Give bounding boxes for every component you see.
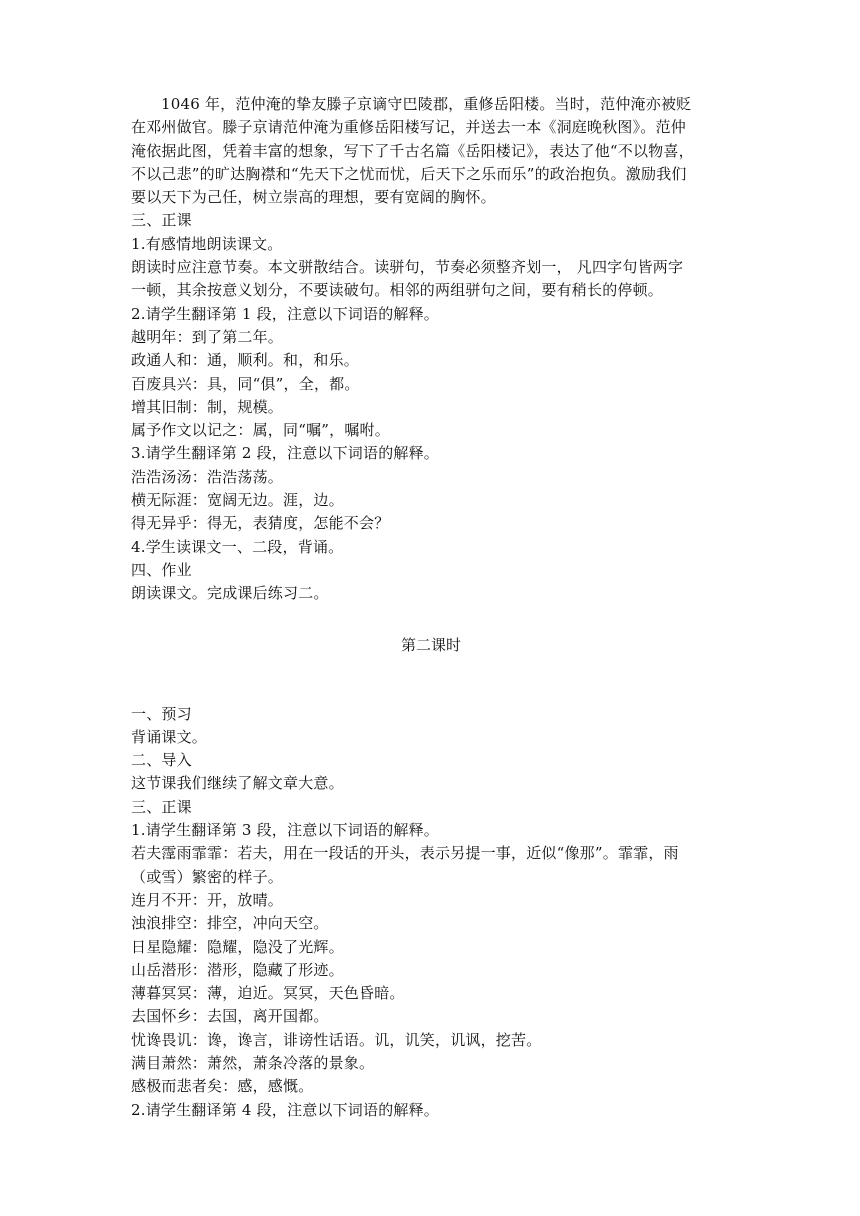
- vocab-line: 若夫霪雨霏霏：若夫，用在一段话的开头，表示另提一事，近似“像那”。霏霏，雨: [131, 844, 679, 863]
- vocab-line: 得无异乎：得无，表猜度，怎能不会？: [131, 514, 390, 533]
- lesson-title: 第二课时: [400, 635, 461, 654]
- paragraph-line: 一顿，其余按意义划分，不要读破句。相邻的两组骈句之间，要有稍长的停顿。: [131, 281, 664, 300]
- vocab-line: 山岳潜形：潜形，隐藏了形迹。: [131, 960, 344, 979]
- document-page: [131, 93, 731, 1122]
- paragraph-line: 朗读课文。完成课后练习二。: [131, 584, 329, 603]
- list-item: 1.请学生翻译第 3 段，注意以下词语的解释。: [131, 821, 439, 840]
- paragraph-line: 朗读时应注意节奏。本文骈散结合。读骈句，节奏必须整齐划一， 凡四字句皆两字: [131, 258, 684, 277]
- vocab-line: 日星隐耀：隐耀，隐没了光辉。: [131, 937, 344, 956]
- vocab-line: 增其旧制：制，规模。: [131, 397, 284, 416]
- vocab-line: 薄暮冥冥：薄，迫近。冥冥，天色昏暗。: [131, 984, 405, 1003]
- paragraph-line: 1046 年，范仲淹的挚友滕子京谪守巴陵郡，重修岳阳楼。当时，范仲淹亦被贬: [161, 95, 692, 113]
- paragraph-line: 要以天下为己任，树立崇高的理想，要有宽阔的胸怀。: [131, 188, 496, 207]
- list-item: 1.有感情地朗读课文。: [131, 234, 283, 253]
- paragraph-line: 淹依据此图，凭着丰富的想象，写下了千古名篇《岳阳楼记》，表达了他“不以物喜，: [131, 141, 694, 160]
- list-item: 2.请学生翻译第 1 段，注意以下词语的解释。: [131, 304, 439, 323]
- paragraph-line: 在邓州做官。滕子京请范仲淹为重修岳阳楼写记，并送去一本《洞庭晚秋图》。范仲: [131, 118, 686, 137]
- paragraph-line: 不以己悲”的旷达胸襟和“先天下之忧而忧，后天下之乐而乐”的政治抱负。激励我们: [131, 164, 687, 183]
- paragraph-line: 这节课我们继续了解文章大意。: [131, 774, 344, 793]
- list-item: 2.请学生翻译第 4 段，注意以下词语的解释。: [131, 1100, 439, 1119]
- vocab-line: （或雪）繁密的样子。: [131, 867, 284, 886]
- vocab-line: 忧谗畏讥：谗，谗言，诽谤性话语。讥，讥笑，讥讽，挖苦。: [131, 1030, 542, 1049]
- vocab-line: 政通人和：通，顺利。和，和乐。: [131, 351, 360, 370]
- section-heading: 三、正课: [131, 797, 192, 816]
- vocab-line: 感极而悲者矣：感，感慨。: [131, 1077, 314, 1096]
- list-item: 4.学生读课文一、二段，背诵。: [131, 537, 344, 556]
- section-1: [131, 93, 731, 606]
- vocab-line: 浩浩汤汤：浩浩荡荡。: [131, 467, 284, 486]
- vocab-line: 满目萧然：萧然，萧条冷落的景象。: [131, 1053, 375, 1072]
- vocab-line: 属予作文以记之：属，同“嘱”，嘱咐。: [131, 421, 390, 440]
- section-heading: 二、导入: [131, 751, 192, 770]
- vocab-line: 百废具兴：具，同“俱”，全，都。: [131, 374, 360, 393]
- section-heading: 三、正课: [131, 211, 192, 230]
- vocab-line: 横无际涯：宽阔无边。涯，边。: [131, 491, 344, 510]
- section-heading: 四、作业: [131, 560, 192, 579]
- vocab-line: 浊浪排空：排空，冲向天空。: [131, 914, 329, 933]
- vocab-line: 连月不开：开，放晴。: [131, 890, 284, 909]
- spacer: [131, 606, 731, 634]
- spacer: [131, 657, 731, 703]
- paragraph-line: 背诵课文。: [131, 727, 208, 746]
- section-2: [131, 703, 731, 1122]
- vocab-line: 去国怀乡：去国，离开国都。: [131, 1007, 329, 1026]
- list-item: 3.请学生翻译第 2 段，注意以下词语的解释。: [131, 444, 439, 463]
- vocab-line: 越明年：到了第二年。: [131, 327, 284, 346]
- section-heading: 一、预习: [131, 704, 192, 723]
